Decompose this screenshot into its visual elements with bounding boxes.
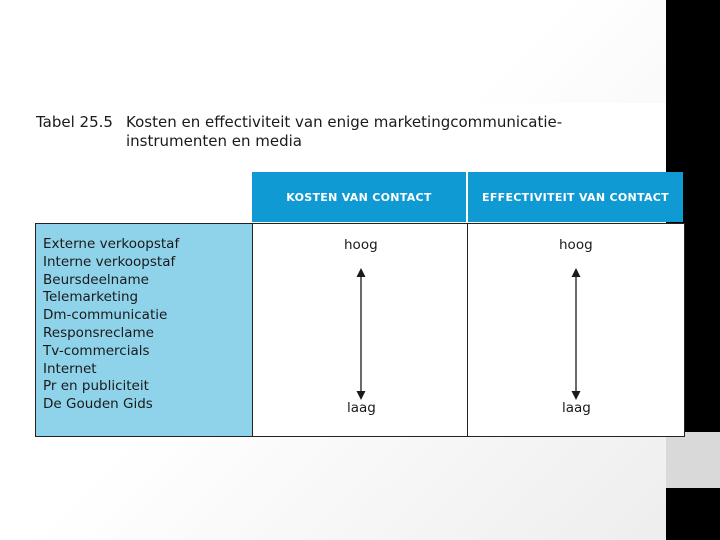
effectiviteit-scale-arrow-icon: [569, 268, 583, 400]
list-item: Telemarketing: [43, 289, 139, 306]
table-number: Tabel 25.5: [36, 113, 113, 131]
right-edge-grey-block: [666, 432, 720, 488]
column-divider: [467, 224, 468, 436]
list-item: Externe verkoopstaf: [43, 236, 180, 252]
list-item: Responsreclame: [43, 324, 154, 341]
kosten-high-label: hoog: [344, 237, 378, 253]
table-title: Kosten en effectiviteit van enige marketingcommunicatie-instrumenten en media: [126, 113, 563, 150]
list-item: Interne verkoopstaf: [43, 253, 176, 270]
table-body: [35, 223, 685, 437]
cost-effectiveness-table: [35, 172, 684, 437]
header-effectiviteit-van-contact: EFFECTIVITEIT VAN CONTACT: [468, 172, 683, 222]
instruments-list: [36, 224, 252, 414]
kosten-low-label: laag: [347, 400, 376, 416]
list-item: Beursdeelname: [43, 271, 149, 288]
list-item: Tv-commercials: [43, 342, 150, 359]
header-kosten-van-contact: KOSTEN VAN CONTACT: [252, 172, 466, 222]
list-item: Dm-communicatie: [43, 307, 168, 324]
effectiviteit-high-label: hoog: [559, 237, 593, 253]
instruments-column: [36, 224, 253, 436]
list-item: Pr en publiciteit: [43, 378, 149, 395]
kosten-scale-arrow-icon: [354, 268, 368, 400]
effectiviteit-low-label: laag: [562, 400, 591, 416]
list-item: Internet: [43, 360, 97, 377]
list-item: De Gouden Gids: [43, 396, 153, 413]
